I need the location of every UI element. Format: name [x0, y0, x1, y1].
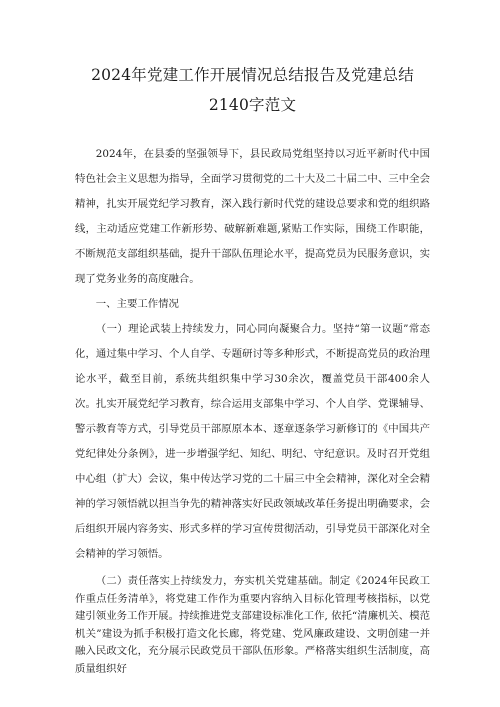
- item-2-paragraph: （二）责任落实上持续发力，夯实机关党建基础。制定《2024年民政工作重点任务清单》，将党建工作作为重要内容纳入目标化管理考核指标，以党建引领业务工作开展。持续推进党支部建设标准化工作, 依托“清廉机关、模范机关”建设为抓手积极打造文化长廊，将党建、党风廉政建设、文明创建一并融入民政文化，充分展示民政党员干部队伍形象。严格落实组织生活制度，高质量组织好: [75, 575, 430, 675]
- document-title: 2024年党建工作开展情况总结报告及党建总结2140字范文: [91, 66, 414, 114]
- section-heading: 一、主要工作情况: [95, 298, 179, 310]
- intro-paragraph: 2024年，在县委的坚强领导下，县民政局党组坚持以习近平新时代中国特色社会主义思想为指导，全面学习贯彻党的二十大及二十届二中、三中全会精神，扎实开展党纪学习教育，深入践行新时代党的建设总要求和党的组织路线，主动适应党建工作新形势、破解新难题,紧贴工作实际，围绕工作职能，不断规范支部组织基础，提升干部队伍理论水平，提高党员为民服务意识，实现了党务业务的高度融合。: [75, 148, 430, 285]
- item-1-paragraph: （一）理论武装上持续发力，同心同向凝聚合力。坚持“第一议题”常态化，通过集中学习、个人自学、专题研讨等多种形式，不断提高党员的政治理论水平，截至目前，系统共组织集中学习30余次，覆盖党员干部400余人次。扎实开展党纪学习教育，综合运用支部集中学习、个人自学、党课辅导、警示教育等方式，引导党员干部原原本本、逐章逐条学习新修订的《中国共产党纪律处分条例》，进一步增强学纪、知纪、明纪、守纪意识。及时召开党组中心组（扩大）会议，集中传达学习党的二十届三中全会精神，深化对全会精神的学习领悟就以担当争先的精神落实好民政领域改革任务提出明确要求，会后组织开展内容务实、形式多样的学习宣传贯彻活动，引导党员干部深化对全会精神的学习领悟。: [75, 323, 430, 560]
